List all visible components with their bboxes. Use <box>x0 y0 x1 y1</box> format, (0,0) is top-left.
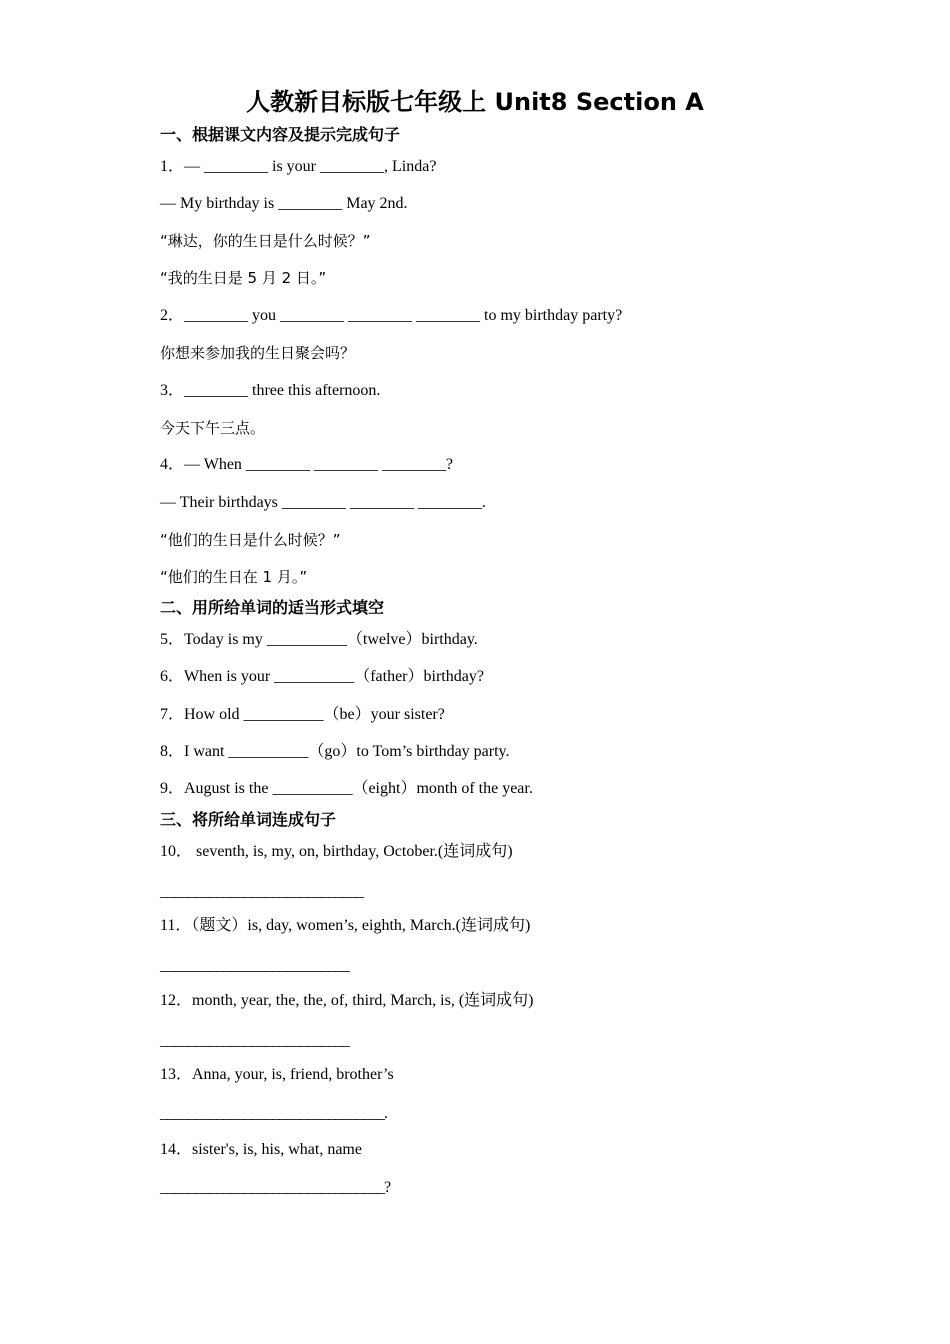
question-9-line: 9．August is the __________（eight）month of the year. <box>160 780 533 797</box>
question-8-line: 8．I want __________（go）to Tom’s birthday party. <box>160 743 510 760</box>
question-5-line: 5．Today is my __________（twelve）birthday. <box>160 631 478 648</box>
question-1-translation-1: “琳达，你的生日是什么时候？” <box>160 232 371 250</box>
page-title: 人教新目标版七年级上 Unit8 Section A <box>246 88 704 116</box>
section-2-heading: 二、用所给单词的适当形式填空 <box>160 598 385 617</box>
question-1-translation-2: “我的生日是 5 月 2 日。” <box>160 269 327 287</box>
question-1-line-1: 1．— ________ is your ________, Linda? <box>160 158 437 175</box>
question-2-line: 2．________ you ________ ________ ________ to my birthday party? <box>160 307 623 324</box>
question-11-line: 11．（题文）is, day, women’s, eighth, March.(连词成句) <box>160 917 531 934</box>
question-4-line-1: 4．— When ________ ________ ________? <box>160 456 454 473</box>
section-1-heading: 一、根据课文内容及提示完成句子 <box>160 125 401 144</box>
question-14-answer-line: ________________________________? <box>160 1179 391 1196</box>
question-2-translation: 你想来参加我的生日聚会吗？ <box>160 344 356 362</box>
question-1-line-2: — My birthday is ________ May 2nd. <box>160 195 408 212</box>
section-3-heading: 三、将所给单词连成句子 <box>160 810 337 829</box>
question-7-line: 7．How old __________（be）your sister? <box>160 706 445 723</box>
question-4-translation-2: “他们的生日在 1 月。” <box>160 568 308 586</box>
question-6-line: 6．When is your __________（father）birthday? <box>160 668 484 685</box>
question-11-answer-line: ___________________________ <box>160 957 349 974</box>
question-10-answer-line: _____________________________ <box>160 883 363 900</box>
question-12-line: 12．month, year, the, the, of, third, March, is, (连词成句) <box>160 992 534 1009</box>
question-13-line: 13．Anna, your, is, friend, brother’s <box>160 1066 394 1083</box>
question-14-line: 14．sister's, is, his, what, name <box>160 1141 362 1158</box>
question-12-answer-line: ___________________________ <box>160 1032 349 1049</box>
question-3-line: 3．________ three this afternoon. <box>160 382 381 399</box>
question-10-line: 10． seventh, is, my, on, birthday, October.(连词成句) <box>160 843 513 860</box>
question-13-answer-line: ________________________________. <box>160 1105 387 1122</box>
question-4-line-2: — Their birthdays ________ ________ ________. <box>160 494 486 511</box>
question-3-translation: 今天下午三点。 <box>160 419 266 437</box>
question-4-translation-1: “他们的生日是什么时候？” <box>160 531 341 549</box>
